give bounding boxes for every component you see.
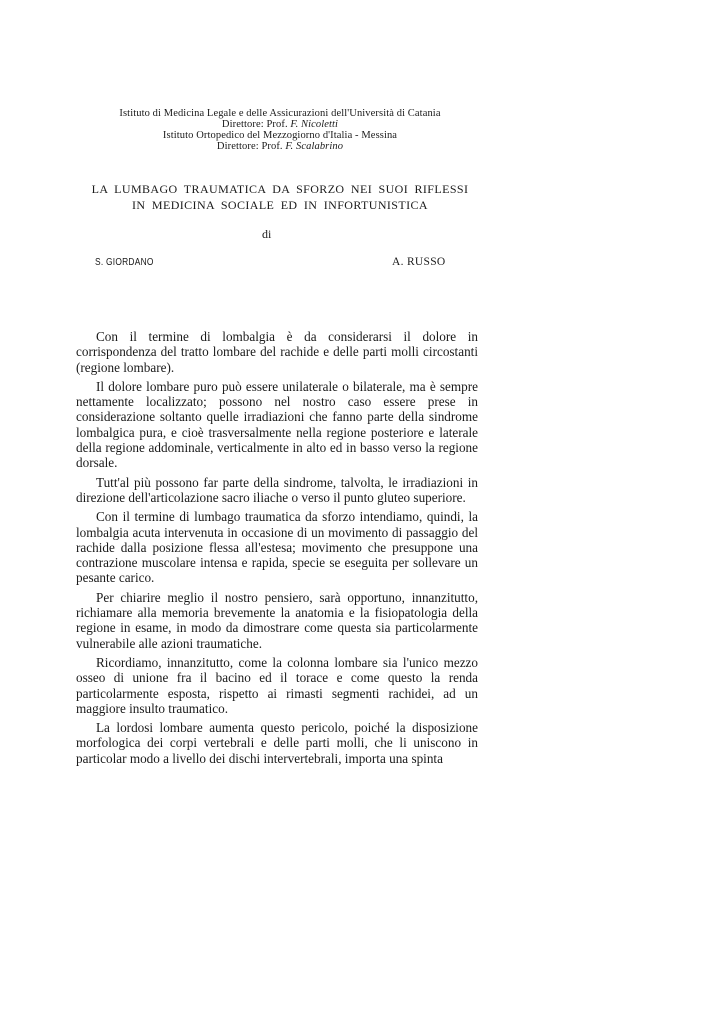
paragraph: Con il termine di lombalgia è da considerarsi il dolore in corrispondenza del tratto lombare del rachide e delle parti molli circostanti (regione lombare). bbox=[76, 329, 478, 375]
affiliation-2: Istituto Ortopedico del Mezzogiorno d'Italia - Messina bbox=[162, 130, 398, 141]
author-russo: A. RUSSO bbox=[392, 256, 446, 268]
paragraph: Ricordiamo, innanzitutto, come la colonna lombare sia l'unico mezzo osseo di unione fra il bacino ed il torace e come questo la renda particolarmente esposta, rispetto ai rimasti segmenti rachidei, ad un maggiore insulto traumatico. bbox=[76, 654, 478, 716]
director-1 bbox=[60, 119, 500, 130]
director-1-prefix: Direttore: Prof. bbox=[221, 119, 288, 130]
director-2-name: F. Scalabrino bbox=[285, 141, 344, 152]
director-2-prefix: Direttore: Prof. bbox=[216, 141, 283, 152]
paragraph: Per chiarire meglio il nostro pensiero, sarà opportuno, innanzitutto, richiamare alla memoria brevemente la anatomia e la fisiopatologia della regione in esame, in modo da dimostrare come questa sia particolarmente vulnerabile alle azioni traumatiche. bbox=[76, 589, 478, 651]
paper-title-line-1: LA LUMBAGO TRAUMATICA DA SFORZO NEI SUOI RIFLESSI bbox=[91, 182, 469, 196]
byline-di: di bbox=[262, 227, 272, 241]
director-2 bbox=[60, 141, 500, 152]
body-text bbox=[76, 329, 478, 770]
paper-title-line-2: IN MEDICINA SOCIALE ED IN INFORTUNISTICA bbox=[132, 198, 428, 212]
paragraph: Tutt'al più possono far parte della sindrome, talvolta, le irradiazioni in direzione dell'articolazione sacro iliache o verso il punto gluteo superiore. bbox=[76, 474, 478, 505]
author-giordano: S. GIORDANO bbox=[95, 256, 154, 268]
paragraph: Il dolore lombare puro può essere unilaterale o bilaterale, ma è sempre nettamente localizzato; possono nel nostro caso essere prese in considerazione soltanto quelle irradiazioni che fanno parte della sindrome lombalgica pura, e cioè trasversalmente nella regione posteriore e laterale della regione addominale, verticalmente in alto ed in basso verso la regione dorsale. bbox=[76, 378, 478, 471]
paragraph: La lordosi lombare aumenta questo pericolo, poiché la disposizione morfologica dei corpi vertebrali e delle parti molli, che li uniscono in particolar modo a livello dei dischi intervertebrali, importa una spinta bbox=[76, 720, 478, 766]
affiliation-1: Istituto di Medicina Legale e delle Assicurazioni dell'Università di Catania bbox=[119, 108, 441, 119]
director-1-name: F. Nicoletti bbox=[290, 119, 339, 130]
paragraph: Con il termine di lumbago traumatica da sforzo intendiamo, quindi, la lombalgia acuta intervenuta in occasione di un movimento di passaggio del rachide dalla posizione flessa all'estesa; movimento che presuppone una contrazione muscolare intensa e rapida, specie se eseguita per sollevare un pesante carico. bbox=[76, 509, 478, 586]
